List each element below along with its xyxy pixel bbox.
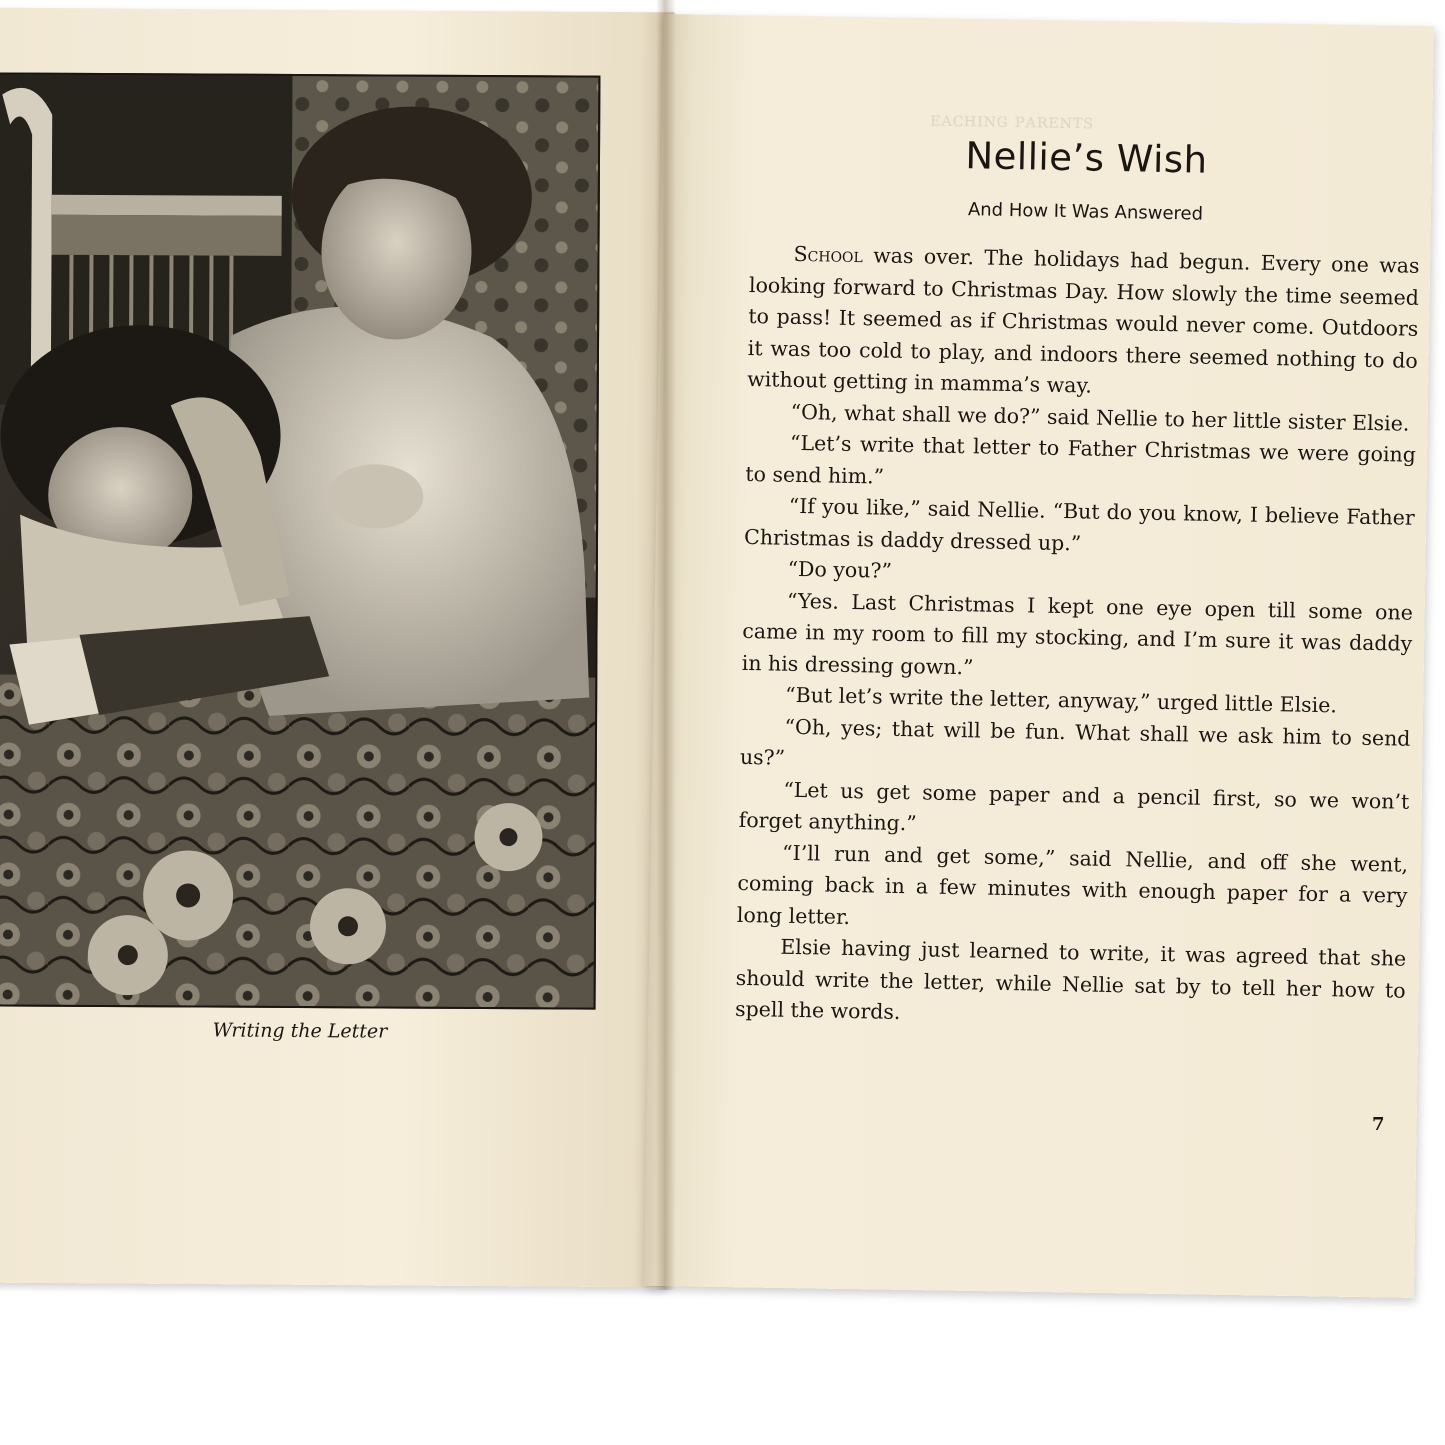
story-paragraph: “Yes. Last Christmas I kept one eye open till some one came in my room to fill my stocking, and I’m sure it was daddy in his dressing gown.”: [741, 588, 1414, 679]
book-gutter: [656, 0, 676, 1290]
story-paragraph: “Do you?”: [787, 556, 893, 583]
story-paragraph: “Let us get some paper and a pencil first, so we won’t forget anything.”: [738, 777, 1410, 836]
story-paragraph: “But let’s write the letter, anyway,” urged little Elsie.: [784, 682, 1338, 718]
story-paragraph: Elsie having just learned to write, it was agreed that she should write the letter, while Nellie sat by to tell her how to spell the words.: [734, 934, 1407, 1025]
story-paragraph: [747, 238, 1420, 408]
story-paragraph: “Oh, what shall we do?” said Nellie to her little sister Elsie.: [790, 399, 1410, 436]
photograph: [0, 72, 600, 1009]
page-number: 7: [1372, 1114, 1385, 1135]
paragraph-text: was over. The holidays had begun. Every one was looking forward to Christmas Day. How slowly the time seemed to pass! It seemed as if Christmas would never come. Outdoors it was too cold to play, and indoors there seemed nothing to do without getting in mamma’s way.: [746, 243, 1420, 398]
story-title: Nellie’s Wish: [965, 134, 1208, 182]
photo-illustration: [0, 74, 598, 1007]
photo-caption: Writing the Letter: [212, 1019, 388, 1043]
opening-word: School: [793, 241, 864, 268]
story-paragraph: “Let’s write that letter to Father Christmas we were going to send him.”: [745, 430, 1417, 489]
story-paragraph: “If you like,” said Nellie. “But do you know, I believe Father Christmas is daddy dressed up.”: [743, 493, 1415, 555]
story-column: [735, 130, 1422, 1038]
story-subtitle: And How It Was Answered: [967, 199, 1204, 225]
story-text: [735, 238, 1420, 1038]
story-paragraph: “Oh, yes; that will be fun. What shall we ask him to send us?”: [739, 714, 1411, 770]
story-paragraph: “I’ll run and get some,” said Nellie, and off she went, coming back in a few minutes with enough paper for a very long letter.: [736, 840, 1409, 929]
